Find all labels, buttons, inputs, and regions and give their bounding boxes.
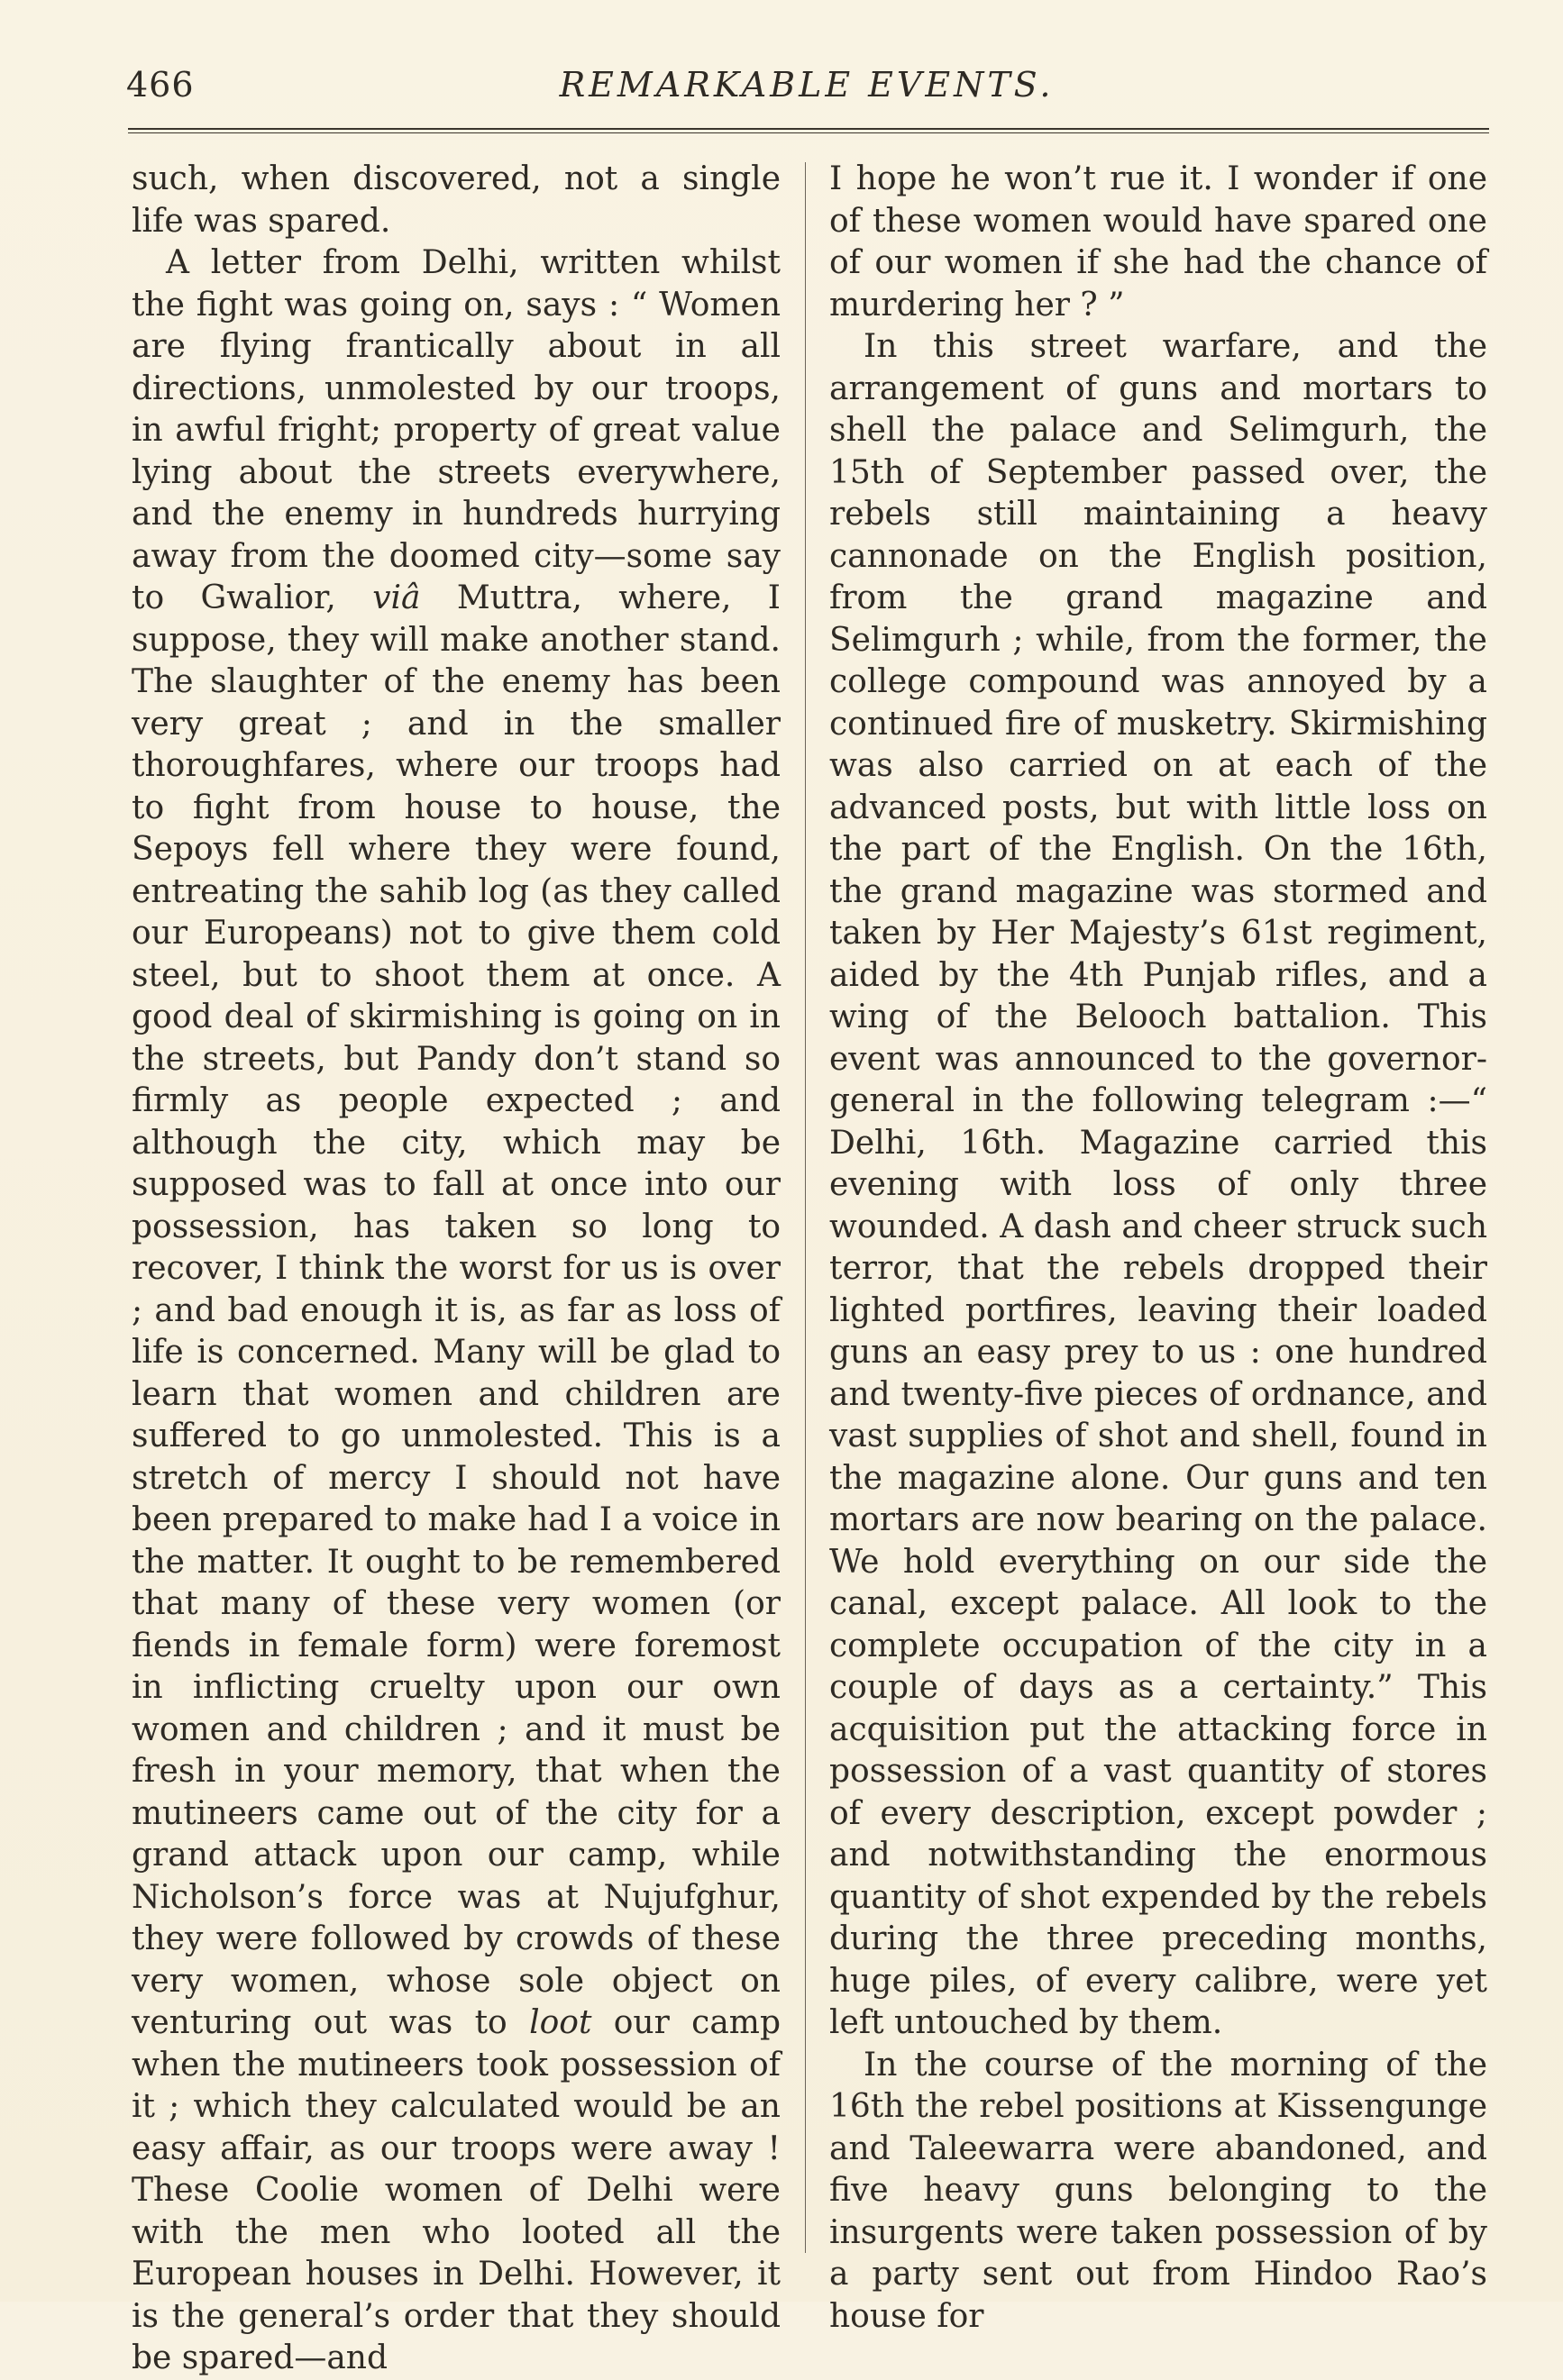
header-rule xyxy=(128,128,1489,130)
page-header xyxy=(126,65,1487,119)
header-rule-thin xyxy=(128,132,1489,133)
running-title: REMARKABLE EVENTS. xyxy=(559,65,1055,105)
paragraph: such, when discovered, not a single life was spared. xyxy=(132,160,781,240)
paragraph-text: our camp when the mutineers took possession of it ; which they calculated would be an easy affair, as our troops were away ! These Coolie women of Delhi were with the men who looted all the European houses in Delhi. However, it is the general’s order that they should be spared—and xyxy=(132,2004,781,2376)
right-column xyxy=(829,159,1487,2338)
italic-word: viâ xyxy=(372,579,421,616)
paragraph-text: Muttra, where, I suppose, they will make another stand. The slaughter of the enemy has been very great ; and in the smaller thoroughfares, where our troops had to fight from house to house, the Sepoys fell where they were found, entreating the sahib log (as they called our Europeans) not to give them cold steel, but to shoot them at once. A good deal of skirmishing is going on in the streets, but Pandy don’t stand so firmly as people expected ; and although the city, which may be supposed was to fall at once into our possession, has taken so long to recover, I think the worst for us is over ; and bad enough it is, as far as loss of life is concerned. Many will be glad to learn that women and children are suffered to go unmolested. This is a stretch of mercy I should not have been prepared to make had I a voice in the matter. It ought to be remembered that many of these very women (or fiends in female form) were foremost in inflicting cruelty upon our own women and children ; and it must be fresh in your memory, that when the mutineers came out of the city for a grand attack upon our camp, while Nicholson’s force was at Nujufghur, they were followed by crowds of these very women, whose sole object on venturing out was to xyxy=(132,579,781,2041)
paragraph: I hope he won’t rue it. I wonder if one of these women would have spared one of our women if she had the chance of murdering her ? ” xyxy=(829,160,1487,324)
page-number: 466 xyxy=(126,65,195,105)
paragraph-text: A letter from Delhi, written whilst the fight was going on, says : “ Women are flying frantically about in all directions, unmolested by our troops, in awful fright; property of great value lying about the streets everywhere, and the enemy in hundreds hurrying away from the doomed city—some say to Gwalior, xyxy=(132,244,781,616)
italic-word: loot xyxy=(529,2004,592,2041)
column-divider xyxy=(805,162,806,2253)
paragraph xyxy=(132,242,781,2380)
left-column xyxy=(132,159,781,2380)
paragraph: In this street warfare, and the arrangement of guns and mortars to shell the palace and Selimgurh, the 15th of September passed over, the rebels still maintaining a heavy cannonade on the English position, from the grand magazine and Selimgurh ; while, from the former, the college compound was annoyed by a continued fire of musketry. Skirmishing was also carried on at each of the advanced posts, but with little loss on the part of the English. On the 16th, the grand magazine was stormed and taken by Her Majesty’s 61st regiment, aided by the 4th Punjab rifles, and a wing of the Belooch battalion. This event was announced to the governor-general in the following telegram :—“ Delhi, 16th. Magazine carried this evening with loss of only three wounded. A dash and cheer struck such terror, that the rebels dropped their lighted portfires, leaving their loaded guns an easy prey to us : one hundred and twenty-five pieces of ordnance, and vast supplies of shot and shell, found in the magazine alone. Our guns and ten mortars are now bearing on the palace. We hold everything on our side the canal, except palace. All look to the complete occupation of the city in a couple of days as a certainty.” This acquisition put the attacking force in possession of a vast quantity of stores of every description, except powder ; and notwithstanding the enormous quantity of shot expended by the rebels during the three preceding months, huge piles, of every calibre, were yet left untouched by them. xyxy=(829,328,1487,2041)
paragraph: In the course of the morning of the 16th the rebel positions at Kissengunge and Taleewarra were abandoned, and five heavy guns belonging to the insurgents were taken possession of by a party sent out from Hindoo Rao’s house for xyxy=(829,2046,1487,2335)
